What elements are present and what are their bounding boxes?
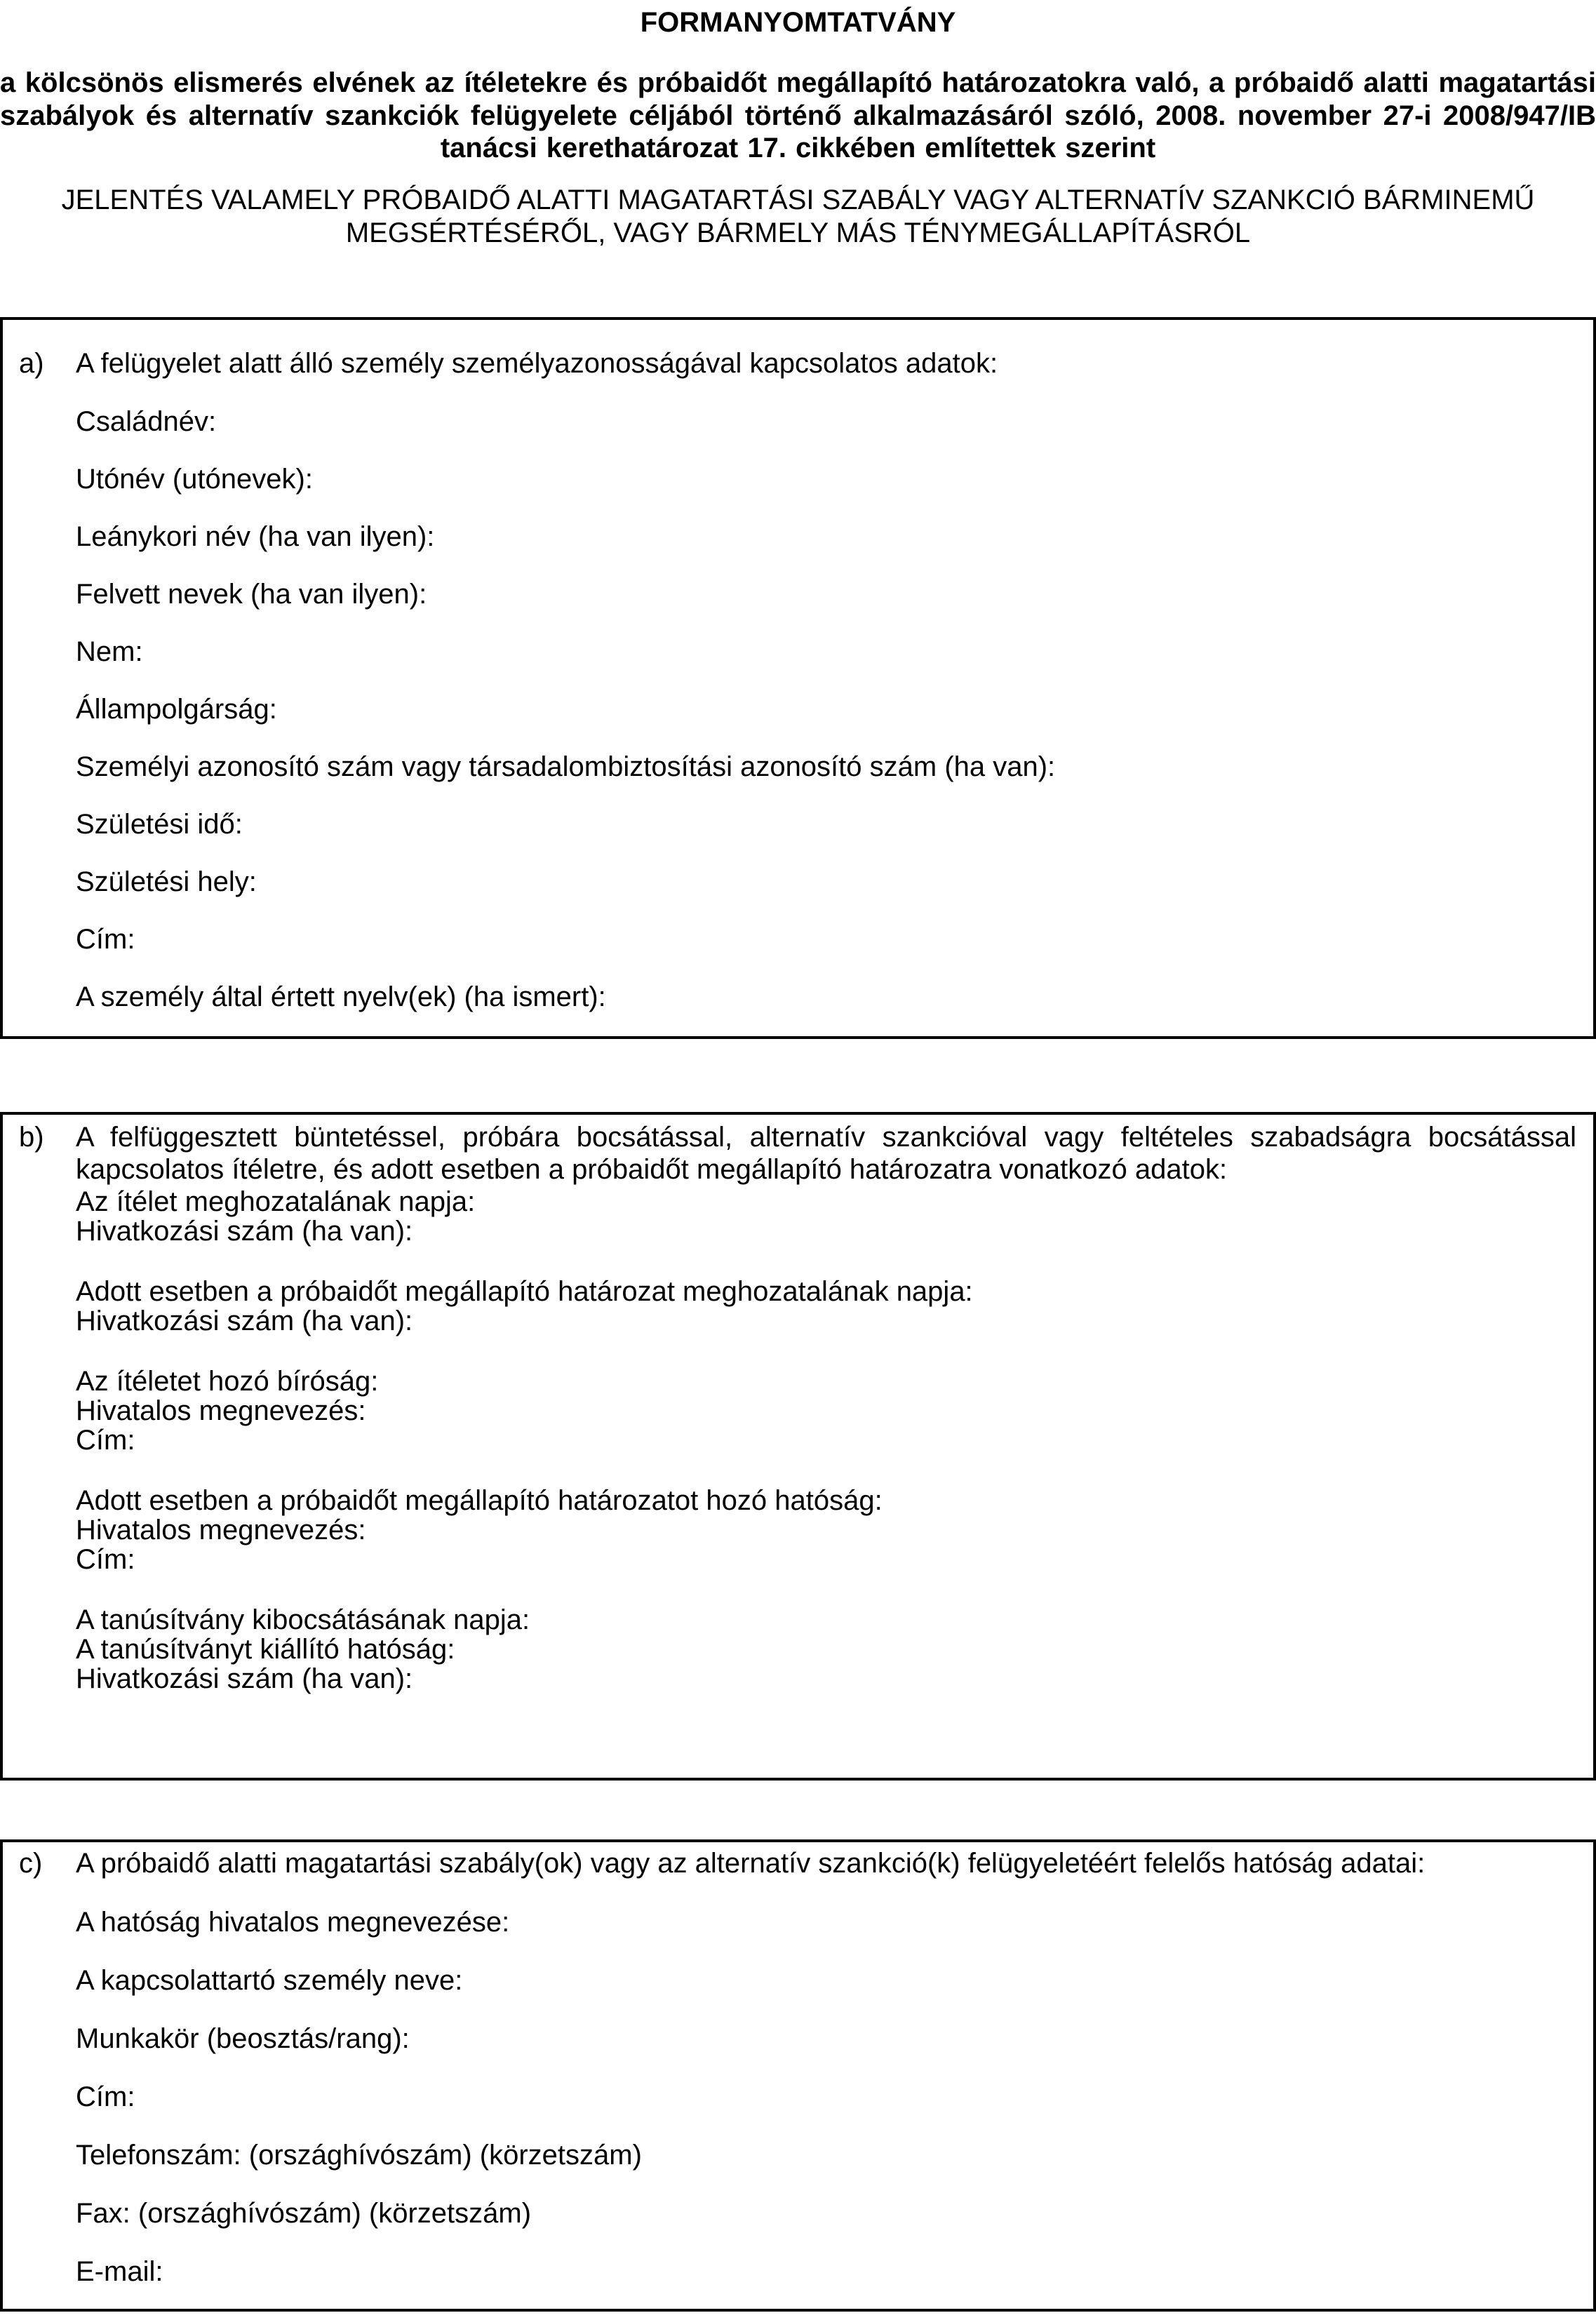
- field-contact-person: A kapcsolattartó személy neve:: [76, 1965, 463, 1996]
- form-subtitle: a kölcsönös elismerés elvének az ítéletekre és próbaidőt megállapító határozatokra való, a próbaidő alatti magatartási szabályok és alternatív szankciók felügyelete céljából történő alkalmazásáról szóló, 2008. november 27-i 2008/947/IB tanácsi kerethatározat 17. cikkében említettek szerint: [0, 67, 1596, 163]
- field-email: E-mail:: [76, 2256, 163, 2287]
- field-judgment-reference: Hivatkozási szám (ha van):: [76, 1216, 413, 1247]
- section-c-box: [0, 1839, 1596, 2312]
- report-title: [0, 184, 1596, 250]
- field-probation-decision-date: Adott esetben a próbaidőt megállapító határozat meghozatalának napja:: [76, 1276, 973, 1307]
- form-title: FORMANYOMTATVÁNY: [640, 7, 956, 38]
- field-place-of-birth: Születési hely:: [76, 866, 257, 897]
- field-date-of-birth: Születési idő:: [76, 809, 243, 840]
- field-probation-authority-address: Cím:: [76, 1544, 135, 1575]
- field-certificate-reference: Hivatkozási szám (ha van):: [76, 1663, 413, 1694]
- field-aliases: Felvett nevek (ha van ilyen):: [76, 579, 427, 610]
- field-authority-official-name: A hatóság hivatalos megnevezése:: [76, 1907, 510, 1938]
- field-probation-authority-official-name: Hivatalos megnevezés:: [76, 1515, 366, 1545]
- field-address: Cím:: [76, 924, 135, 955]
- section-a-letter: a): [19, 348, 44, 379]
- report-title-line-1: JELENTÉS VALAMELY PRÓBAIDŐ ALATTI MAGATARTÁSI SZABÁLY VAGY ALTERNATÍV SZANKCIÓ BÁRMINEMŰ: [61, 185, 1535, 215]
- field-court-address: Cím:: [76, 1425, 135, 1456]
- field-id-number: Személyi azonosító szám vagy társadalombiztosítási azonosító szám (ha van):: [76, 751, 1056, 782]
- section-c-heading: A próbaidő alatti magatartási szabály(ok) vagy az alternatív szankció(k) felügyeletéért felelős hatóság adatai:: [76, 1848, 1426, 1879]
- field-nationality: Állampolgárság:: [76, 694, 277, 725]
- section-b-heading: A felfüggesztett büntetéssel, próbára bocsátással, alternatív szankcióval vagy feltételes szabadságra bocsátással kapcsolatos ítéletre, és adott esetben a próbaidőt megállapító határozatra vonatkozó adatok:: [76, 1122, 1576, 1185]
- field-telephone: Telefonszám: (országhívószám) (körzetszám): [76, 2140, 642, 2171]
- field-sex: Nem:: [76, 636, 143, 667]
- section-a-heading: A felügyelet alatt álló személy személyazonosságával kapcsolatos adatok:: [76, 348, 998, 379]
- field-probation-authority: Adott esetben a próbaidőt megállapító határozatot hozó hatóság:: [76, 1485, 883, 1516]
- field-judgment-date: Az ítélet meghozatalának napja:: [76, 1186, 476, 1217]
- field-languages: A személy által értett nyelv(ek) (ha ismert):: [76, 981, 606, 1012]
- section-c-letter: c): [19, 1848, 43, 1879]
- section-b-box: [0, 1112, 1596, 1781]
- field-court: Az ítéletet hozó bíróság:: [76, 1366, 379, 1397]
- section-a-box: [0, 317, 1596, 1039]
- report-title-line-2: MEGSÉRTÉSÉRŐL, VAGY BÁRMELY MÁS TÉNYMEGÁLLAPÍTÁSRÓL: [345, 217, 1251, 248]
- field-position: Munkakör (beosztás/rang):: [76, 2023, 410, 2054]
- field-certificate-date: A tanúsítvány kibocsátásának napja:: [76, 1604, 530, 1635]
- field-family-name: Családnév:: [76, 406, 217, 437]
- field-certificate-authority: A tanúsítványt kiállító hatóság:: [76, 1634, 455, 1665]
- field-fax: Fax: (országhívószám) (körzetszám): [76, 2198, 532, 2229]
- field-maiden-name: Leánykori név (ha van ilyen):: [76, 521, 435, 552]
- field-first-names: Utónév (utónevek):: [76, 464, 313, 495]
- field-address: Cím:: [76, 2081, 135, 2112]
- field-probation-decision-reference: Hivatkozási szám (ha van):: [76, 1306, 413, 1336]
- section-b-letter: b): [19, 1122, 44, 1153]
- field-court-official-name: Hivatalos megnevezés:: [76, 1395, 366, 1426]
